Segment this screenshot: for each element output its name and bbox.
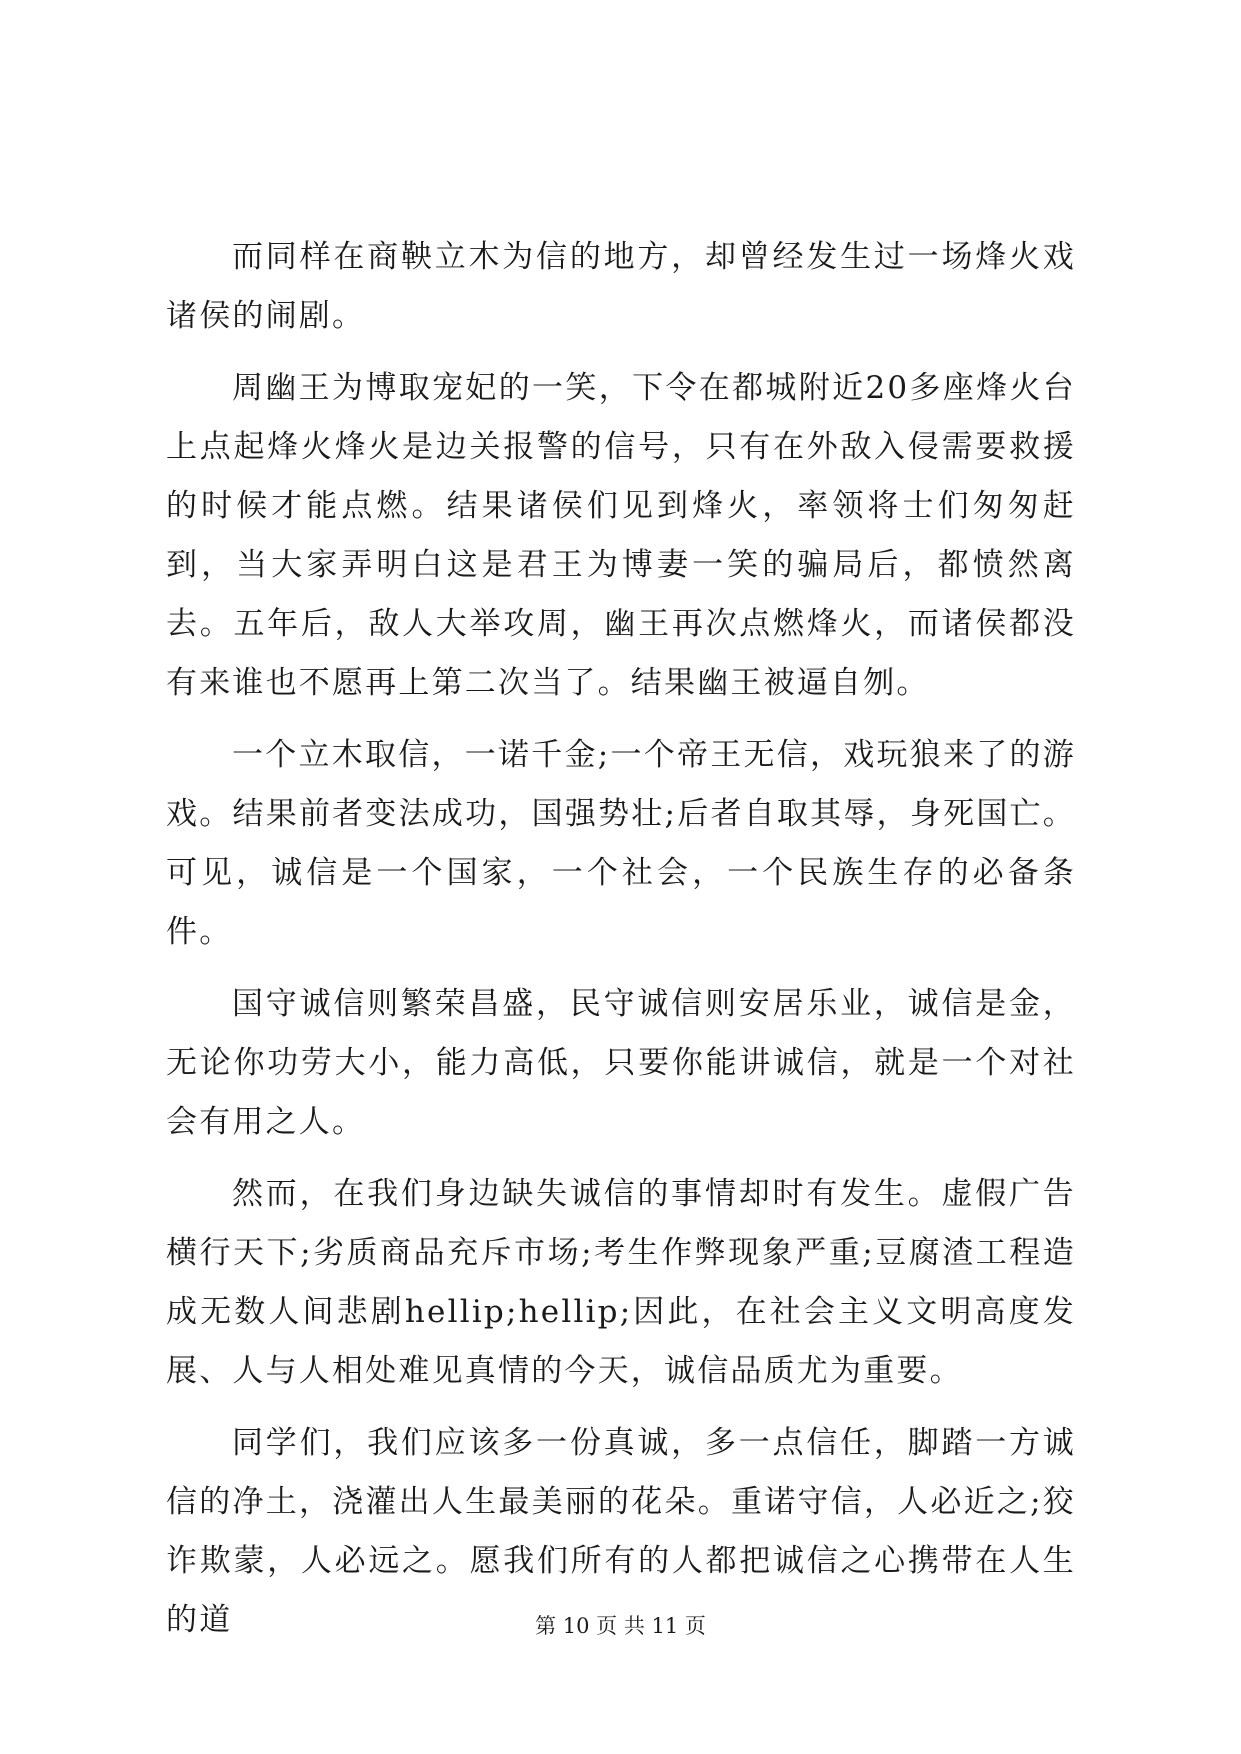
- paragraph: 而同样在商鞅立木为信的地方，却曾经发生过一场烽火戏诸侯的闹剧。: [166, 239, 1076, 334]
- page-number-footer: 第 10 页 共 11 页: [535, 1614, 706, 1638]
- document-body: [166, 228, 1076, 1663]
- paragraph: 然而，在我们身边缺失诚信的事情却时有发生。虚假广告横行天下;劣质商品充斥市场;考生作弊现象严重;豆腐渣工程造成无数人间悲剧hellip;hellip;因此，在社会主义文明高度发展、人与人相处难见真情的今天，诚信品质尤为重要。: [166, 1176, 1076, 1389]
- paragraph: 一个立木取信，一诺千金;一个帝王无信，戏玩狼来了的游戏。结果前者变法成功，国强势壮;后者自取其辱，身死国亡。可见，诚信是一个国家，一个社会，一个民族生存的必备条件。: [166, 737, 1076, 950]
- paragraph: 周幽王为博取宠妃的一笑，下令在都城附近20多座烽火台上点起烽火烽火是边关报警的信号，只有在外敌入侵需要救援的时候才能点燃。结果诸侯们见到烽火，率领将士们匆匆赶到，当大家弄明白这是君王为博妻一笑的骗局后，都愤然离去。五年后，敌人大举攻周，幽王再次点燃烽火，而诸侯都没有来谁也不愿再上第二次当了。结果幽王被逼自刎。: [166, 370, 1076, 701]
- paragraph: 同学们，我们应该多一份真诚，多一点信任，脚踏一方诚信的净土，浇灌出人生最美丽的花朵。重诺守信，人必近之;狡诈欺蒙，人必远之。愿我们所有的人都把诚信之心携带在人生的道: [166, 1425, 1076, 1638]
- paragraph: 国守诚信则繁荣昌盛，民守诚信则安居乐业，诚信是金，无论你功劳大小，能力高低，只要你能讲诚信，就是一个对社会有用之人。: [166, 986, 1076, 1140]
